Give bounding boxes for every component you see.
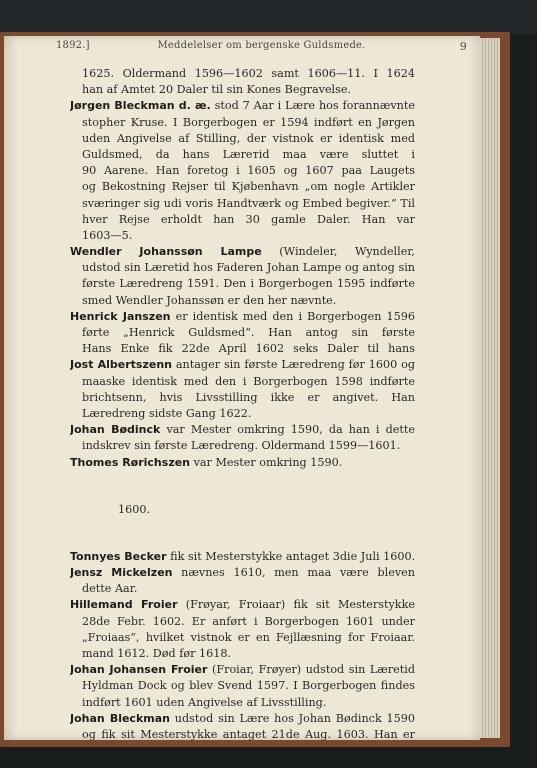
text-line: „Froiaas“, hvilket vistnok er en Fejllæsning for Froiaar. bbox=[82, 630, 415, 644]
entry-first-line bbox=[70, 455, 415, 471]
goldsmith-name: Henrick Janszen bbox=[70, 309, 171, 323]
text-line: maaske identisk med den i Borgerbogen 1598 indførte bbox=[82, 374, 415, 388]
goldsmith-name: Johan Bødinck bbox=[70, 423, 161, 437]
entry-text: udstod sin Lære hos Johan Bødinck 1590 bbox=[174, 711, 415, 725]
text-line: indskrev sin første Læredreng. Oldermand 1599—1601. bbox=[82, 439, 401, 453]
running-head bbox=[56, 40, 467, 54]
text-line: Hans Enke fik 22de April 1602 seks Daler til hans bbox=[82, 342, 415, 356]
text-line: han af Amtet 20 Daler til sin Kones Begravelse. bbox=[82, 83, 352, 97]
text-line: 1603—5. bbox=[82, 228, 133, 242]
entry-first-line bbox=[70, 565, 415, 581]
text-line: indført 1601 uden Angivelse af Livsstilling. bbox=[82, 695, 327, 709]
entry-first-line bbox=[70, 244, 415, 260]
page-number: 9 bbox=[459, 40, 467, 53]
text-line: 1625. Oldermand 1596—1602 samt 1606—11. I 1624 bbox=[82, 67, 415, 80]
text-line: og Bekostning Rejser til Kjøbenhavn „om nogle Artikler bbox=[82, 180, 415, 194]
text-line: 28de Febr. 1602. Er anført i Borgerbogen 1601 under bbox=[82, 614, 415, 628]
entry-text: (Frøyar, Froiaar) fik sit Mesterstykke bbox=[185, 598, 415, 612]
goldsmith-name: Wendler Johanssøn Lampe bbox=[70, 245, 262, 259]
header-title: Meddelelser om bergenske Guldsmede. bbox=[157, 40, 366, 51]
entry-first-line bbox=[70, 549, 415, 565]
entry-text: antager sin første Læredreng før 1600 og bbox=[175, 358, 415, 372]
text-line: Hyldman Dock og blev Svend 1597. I Borgerbogen findes bbox=[82, 679, 415, 693]
text-line: hver Rejse erholdt han 30 gamle Daler. Han var bbox=[82, 212, 415, 226]
text-line: Guldsmed, da hans Lærетid maa være sluttet i bbox=[82, 147, 415, 161]
text-line: smed Wendler Johanssøn er den her nævnte. bbox=[82, 293, 337, 307]
entry-text: (Windeler, Wyndeller, bbox=[279, 245, 415, 259]
entry-text: stod 7 Aar i Lære hos forannævnte bbox=[214, 99, 415, 113]
section-gap bbox=[70, 518, 415, 549]
entry-first-line bbox=[70, 309, 415, 325]
section-gap bbox=[70, 471, 415, 502]
page-edges bbox=[480, 38, 500, 738]
text-line: førte „Henrick Guldsmed“. Han antog sin første bbox=[82, 326, 415, 339]
text-line: dette Aar. bbox=[82, 582, 138, 596]
entry-text: var Mester omkring 1590, da han i dette bbox=[166, 423, 415, 437]
text-line: første Læredreng 1591. Den i Borgerbogen 1595 indførte bbox=[82, 277, 415, 291]
goldsmith-name: Jost Albertszenn bbox=[70, 358, 172, 372]
goldsmith-name: Johan Bleckman bbox=[70, 711, 170, 725]
text-line: udstod sin Læretid hos Faderen Johan Lampe og antog sin bbox=[82, 261, 415, 275]
goldsmith-name: Tonnyes Becker bbox=[70, 549, 167, 563]
goldsmith-name: Hillemand Froier bbox=[70, 598, 178, 612]
entry-first-line bbox=[70, 597, 415, 613]
entry-text: fik sit Mesterstykke antaget 3die Juli 1600. bbox=[166, 549, 416, 563]
text-line: stopher Kruse. I Borgerbogen er 1594 indført en Jørgen bbox=[82, 115, 415, 129]
goldsmith-name: Thomes Rørichszen bbox=[70, 455, 191, 469]
entry-text: nævnes 1610, men maa være bleven bbox=[181, 566, 415, 580]
entry-first-line bbox=[70, 98, 415, 114]
goldsmith-name: Jørgen Bleckman d. æ. bbox=[70, 99, 211, 113]
text-line: sværinger sig udi voris Handtværk og Embed begiver.“ Til bbox=[82, 196, 415, 210]
section-year-heading: 1600. bbox=[118, 502, 151, 516]
text-line: brichtsenn, hvis Livsstilling ikke er angivet. Han bbox=[82, 390, 415, 404]
entry-text: er identisk med den i Borgerbogen 1596 bbox=[175, 309, 415, 323]
text-line: uden Angivelse af Stilling, der vistnok er identisk med bbox=[82, 131, 415, 145]
text-line: 90 Aarene. Han foretog i 1605 og 1607 paa Laugets bbox=[82, 164, 415, 178]
text-line: og fik sit Mesterstykke antaget 21de Aug. 1603. Han er bbox=[82, 727, 415, 741]
entry-text: (Froiar, Frøyer) udstod sin Læretid bbox=[211, 663, 415, 677]
body-text bbox=[70, 66, 415, 743]
entry-first-line bbox=[70, 422, 415, 438]
header-date: 1892.] bbox=[56, 40, 90, 51]
goldsmith-name: Jensz Mickelzen bbox=[70, 566, 173, 580]
text-line: Læredreng sidste Gang 1622. bbox=[82, 406, 252, 420]
top-background bbox=[0, 0, 537, 34]
entry-text: var Mester omkring 1590. bbox=[190, 455, 343, 469]
text-line: mand 1612. Død før 1618. bbox=[82, 647, 232, 660]
entry-first-line bbox=[70, 711, 415, 727]
entry-first-line bbox=[70, 662, 415, 678]
entry-first-line bbox=[70, 357, 415, 373]
goldsmith-name: Johan Johansen Froier bbox=[70, 663, 208, 677]
